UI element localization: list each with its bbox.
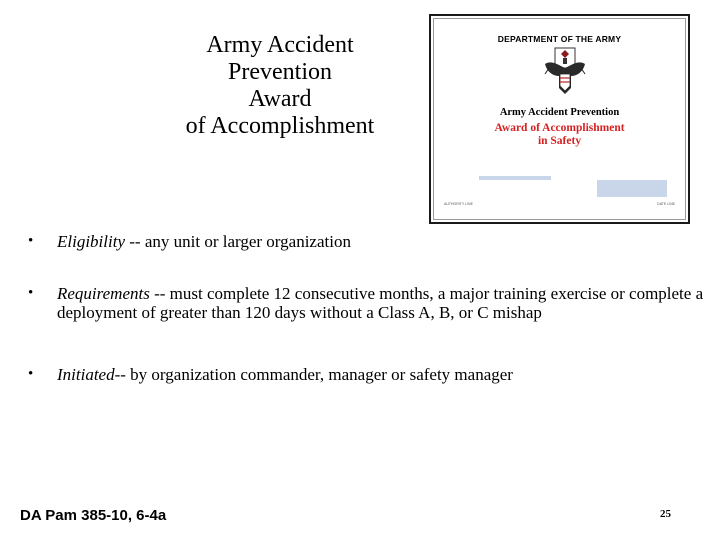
page-number: 25 [660, 508, 671, 520]
certificate-award-line-2: in Safety [537, 135, 582, 147]
footer-reference: DA Pam 385-10, 6-4a [20, 507, 167, 524]
certificate-inner-border [433, 18, 686, 220]
title-line-2: Prevention [228, 59, 332, 85]
bullet-dot-icon: • [28, 285, 34, 301]
certificate-image [429, 14, 690, 224]
bullet-text: -- must complete 12 consecutive months, a major training exercise or complete a deployment of greater than 120 days without a Class A, B, or C mishap [57, 284, 704, 322]
title-line-4: of Accomplishment [185, 113, 375, 139]
certificate-department: DEPARTMENT OF THE ARMY [497, 34, 622, 44]
title-line-1: Army Accident [206, 32, 354, 58]
bullet-term: Eligibility [57, 232, 125, 251]
bullet-text: -- any unit or larger organization [125, 232, 351, 251]
title-line-3: Award [248, 86, 312, 112]
bullet-text: -- by organization commander, manager or safety manager [114, 365, 513, 384]
certificate-footer-left: AUTHORITY LINE [444, 202, 473, 206]
certificate-award-title [434, 122, 685, 148]
bullet-dot-icon: • [28, 233, 34, 249]
certificate-program: Army Accident Prevention [499, 107, 620, 118]
certificate-recipient-field [479, 176, 551, 180]
certificate-footer-right: DATE LINE [657, 202, 675, 206]
bullet-eligibility [28, 232, 351, 251]
bullet-term: Initiated [57, 365, 115, 384]
certificate-award-line-1: Award of Accomplishment [494, 122, 625, 134]
army-seal-icon [541, 46, 589, 98]
slide-title [140, 32, 420, 140]
bullet-requirements [28, 284, 717, 322]
certificate-signature-field [597, 180, 667, 197]
bullet-dot-icon: • [28, 366, 34, 382]
bullet-initiated [28, 365, 513, 384]
bullet-term: Requirements [57, 284, 150, 303]
